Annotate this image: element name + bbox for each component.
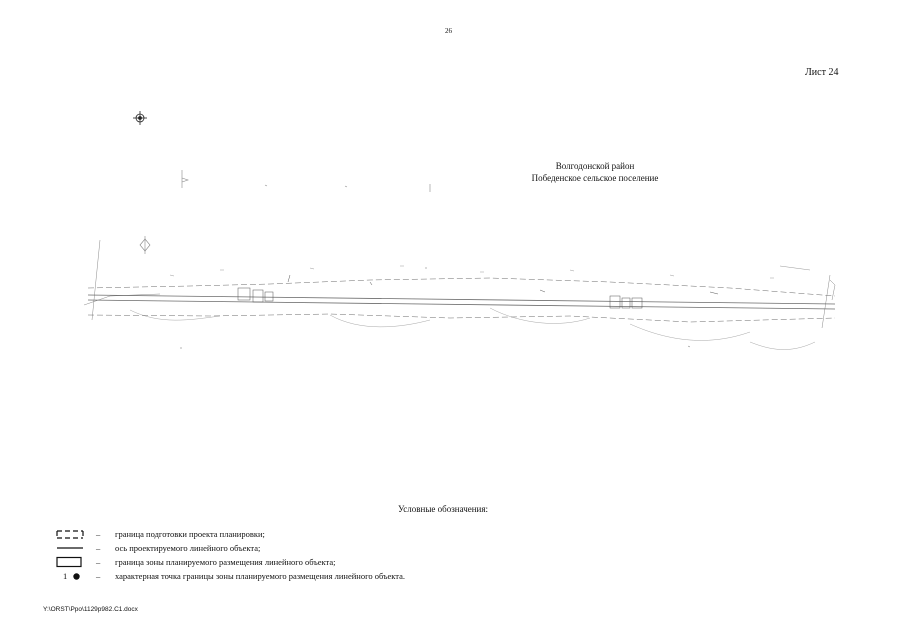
characteristic-point-icon bbox=[72, 572, 81, 581]
region-district: Волгодонской район bbox=[555, 161, 635, 171]
region-settlement: Победенское сельское поселение bbox=[531, 173, 659, 183]
linear-object-corridor bbox=[84, 240, 835, 350]
file-path: Y:\ORST\Ppo\1129p982.C1.docx bbox=[43, 606, 138, 613]
legend-title: Условные обозначения: bbox=[398, 504, 489, 514]
legend-text: граница подготовки проекта планировки; bbox=[115, 529, 265, 539]
legend-text: граница зоны планируемого размещения линейного объекта; bbox=[115, 557, 336, 567]
legend-text: ось проектируемого линейного объекта; bbox=[115, 543, 261, 553]
legend-dash: – bbox=[96, 571, 101, 581]
page-number: 26 bbox=[445, 27, 452, 35]
point-number: 1 bbox=[63, 571, 68, 581]
planning-boundary-icon bbox=[55, 528, 85, 540]
axis-line-icon bbox=[55, 542, 85, 554]
zone-boundary-icon bbox=[55, 556, 85, 568]
legend-dash: – bbox=[96, 529, 101, 539]
legend-text: характерная точка границы зоны планируемого размещения линейного объекта. bbox=[115, 571, 406, 581]
legend-dash: – bbox=[96, 557, 101, 567]
north-arrow-icon bbox=[133, 111, 147, 125]
planning-map bbox=[70, 110, 850, 370]
legend-dash: – bbox=[96, 543, 101, 553]
sheet-label: Лист 24 bbox=[805, 67, 839, 78]
